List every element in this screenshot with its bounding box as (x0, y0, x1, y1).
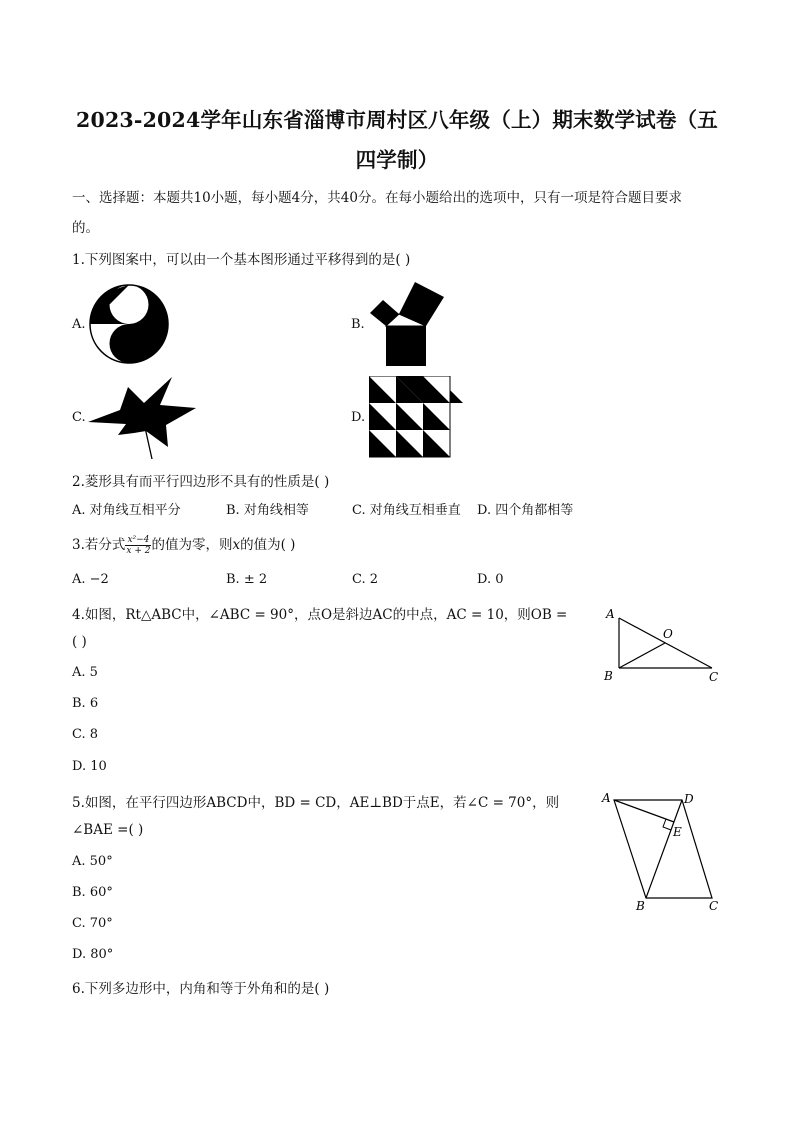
q5-parallelogram-figure (598, 788, 726, 914)
q5-stem-line2: ∠BAE =( ) (72, 822, 144, 838)
q1-pythagoras-figure (368, 280, 448, 368)
q3-stem (72, 533, 295, 556)
q1-stem: 1.下列图案中，可以由一个基本图形通过平移得到的是( ) (72, 252, 411, 268)
q3-option-a: A. −2 (72, 572, 109, 587)
q2-option-c: C. 对角线互相垂直 (352, 503, 461, 518)
q1-option-b-label: B. (351, 317, 365, 332)
q5-label-d: D (684, 792, 694, 806)
q1-option-c-label: C. (72, 410, 86, 425)
q4-label-c: C (709, 670, 719, 684)
q1-option-a-label: A. (72, 317, 86, 332)
q5-option-b: B. 60° (72, 885, 113, 900)
q4-stem-line2: ( ) (72, 634, 87, 650)
exam-title-line1: 2023-2024学年山东省淄博市周村区八年级（上）期末数学试卷（五 (76, 108, 718, 132)
q1-triangle-grid-figure (369, 376, 465, 458)
section-instructions-line1: 一、选择题：本题共10小题，每小题4分，共40分。在每小题给出的选项中，只有一项是符合题目要求 (72, 190, 682, 206)
q2-option-b: B. 对角线相等 (226, 503, 309, 518)
q4-option-d: D. 10 (72, 759, 107, 774)
q5-label-b: B (636, 899, 645, 913)
q4-label-o: O (663, 627, 673, 641)
q4-option-b: B. 6 (72, 696, 99, 711)
q3-fraction (125, 535, 151, 556)
q3-option-d: D. 0 (477, 572, 504, 587)
q3-option-b: B. ± 2 (226, 572, 268, 587)
section-instructions-line2: 的。 (72, 220, 99, 236)
q3-stem-mid: 的值为零，则 (151, 537, 233, 553)
q5-label-e: E (673, 825, 682, 839)
q3-stem-pre: 3.若分式 (72, 537, 126, 553)
q1-star-figure (88, 375, 200, 460)
q3-stem-post: 的值为( ) (240, 537, 296, 553)
q5-stem-line1: 5.如图，在平行四边形ABCD中，BD = CD，AE⊥BD于点E，若∠C = 70°，则 (72, 795, 560, 811)
q4-option-c: C. 8 (72, 727, 99, 742)
exam-title (40, 100, 754, 180)
q1-option-d-label: D. (351, 410, 366, 425)
q6-stem: 6.下列多边形中，内角和等于外角和的是( ) (72, 981, 330, 997)
q4-right-triangle-figure (598, 600, 726, 690)
q4-label-a: A (606, 607, 615, 621)
q3-fraction-denominator: x + 2 (126, 546, 151, 556)
q5-label-a: A (602, 791, 611, 805)
q5-option-a: A. 50° (72, 854, 113, 869)
q4-stem-line1: 4.如图，Rt△ABC中，∠ABC = 90°，点O是斜边AC的中点，AC = 10，则OB = (72, 607, 568, 623)
q3-fraction-numerator: x²−4 (125, 535, 151, 546)
q2-stem: 2.菱形具有而平行四边形不具有的性质是( ) (72, 474, 330, 490)
q5-option-d: D. 80° (72, 947, 114, 962)
q3-option-c: C. 2 (352, 572, 379, 587)
q5-option-c: C. 70° (72, 916, 113, 931)
q5-label-c: C (709, 899, 719, 913)
q1-yin-yang-figure (88, 283, 170, 365)
q2-option-a: A. 对角线互相平分 (72, 503, 181, 518)
q3-stem-variable: x (232, 537, 241, 553)
q4-label-b: B (604, 669, 613, 683)
q4-option-a: A. 5 (72, 665, 98, 680)
exam-title-line2: 四学制） (355, 148, 439, 172)
q2-option-d: D. 四个角都相等 (477, 503, 574, 518)
